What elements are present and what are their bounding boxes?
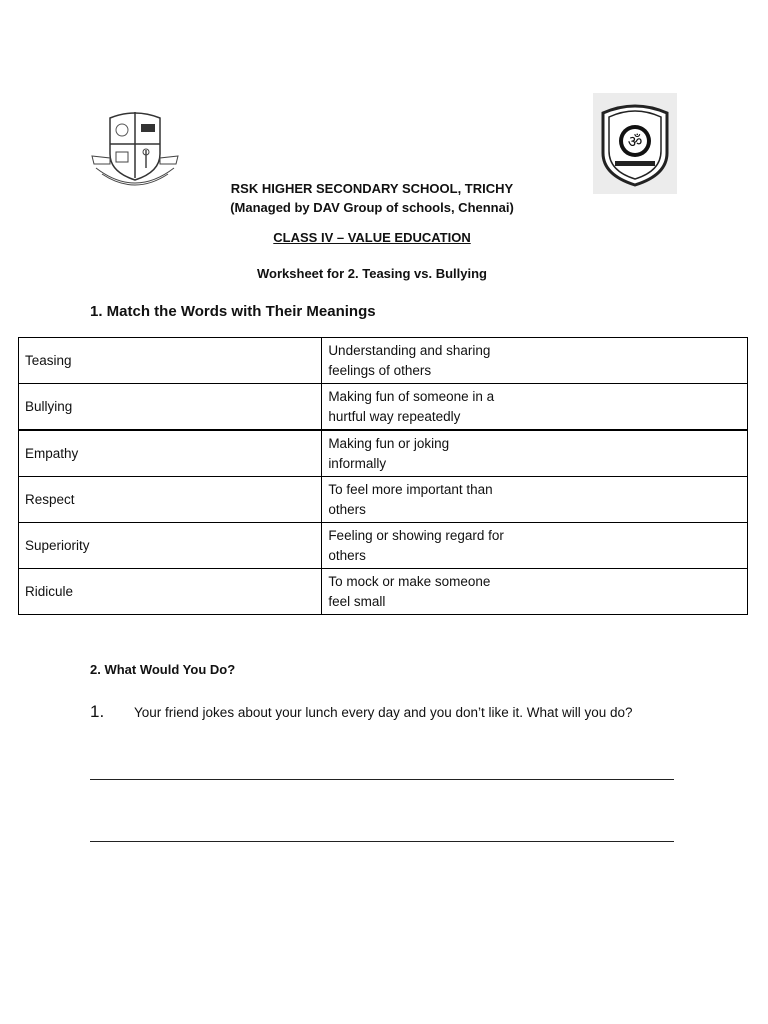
class-title: CLASS IV – VALUE EDUCATION bbox=[273, 230, 471, 245]
answer-line[interactable] bbox=[90, 841, 674, 842]
svg-text:ॐ: ॐ bbox=[627, 132, 643, 151]
table-row bbox=[19, 338, 748, 384]
section2-title: 2. What Would You Do? bbox=[90, 662, 236, 677]
question-text: Your friend jokes about your lunch every day and you don’t like it. What will you do? bbox=[134, 705, 633, 720]
school-name: RSK HIGHER SECONDARY SCHOOL, TRICHY bbox=[230, 181, 514, 196]
section1-title: 1. Match the Words with Their Meanings bbox=[90, 303, 376, 320]
word-cell: Teasing bbox=[19, 338, 322, 384]
question-number: 1. bbox=[90, 702, 105, 721]
table-row bbox=[19, 523, 748, 569]
table-row bbox=[19, 477, 748, 523]
word-cell: Superiority bbox=[19, 523, 322, 569]
answer-line[interactable] bbox=[90, 779, 674, 780]
word-cell: Respect bbox=[19, 477, 322, 523]
managed-by: (Managed by DAV Group of schools, Chennai) bbox=[230, 200, 514, 215]
meaning-cell: Feeling or showing regard for others bbox=[322, 523, 748, 569]
meaning-cell: Making fun of someone in a hurtful way repeatedly bbox=[322, 384, 748, 431]
match-table bbox=[18, 337, 748, 615]
dav-group-logo bbox=[593, 93, 677, 194]
word-cell: Empathy bbox=[19, 430, 322, 477]
meaning-cell: To feel more important than others bbox=[322, 477, 748, 523]
table-row bbox=[19, 384, 748, 431]
meaning-cell: Making fun or joking informally bbox=[322, 430, 748, 477]
word-cell: Bullying bbox=[19, 384, 322, 431]
meaning-cell: To mock or make someone feel small bbox=[322, 569, 748, 615]
meaning-cell: Understanding and sharing feelings of others bbox=[322, 338, 748, 384]
table-row bbox=[19, 430, 748, 477]
word-cell: Ridicule bbox=[19, 569, 322, 615]
worksheet-title: Worksheet for 2. Teasing vs. Bullying bbox=[257, 266, 487, 281]
table-row bbox=[19, 569, 748, 615]
